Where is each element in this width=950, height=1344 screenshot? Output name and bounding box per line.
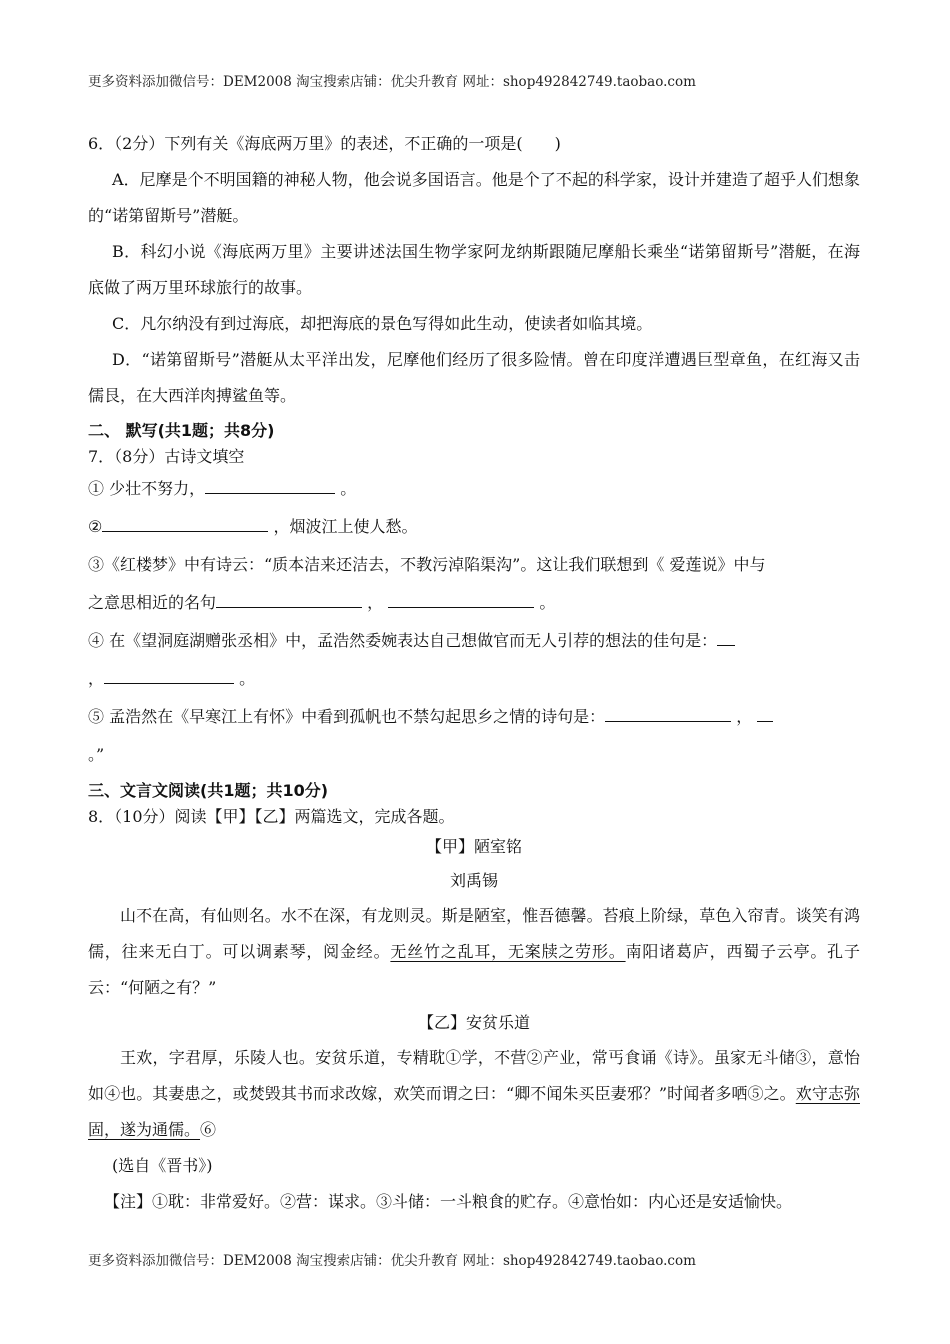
q6-option-c: C．凡尔纳没有到过海底，却把海底的景色写得如此生动，使读者如临其境。: [112, 314, 653, 333]
answer-blank[interactable]: [757, 703, 773, 722]
section-3-title: 三、文言文阅读(共1题；共10分): [88, 781, 329, 800]
q7-item-3: ③《红楼梦》中有诗云：“质本洁来还洁去，不教污淖陷渠沟”。这让我们联想到《 爱莲说》中与 之意思相近的名句 ， 。: [88, 555, 766, 612]
annotation-note: 【注】①耽：非常爱好。②营：谋求。③斗储：一斗粮食的贮存。④意怡如：内心还是安适愉快。: [104, 1192, 793, 1211]
passage-yi-title: 【乙】安贫乐道: [417, 1013, 530, 1032]
passage-jia-text: 山不在高，有仙则名。水不在深，有龙则灵。斯是陋室，惟吾德馨。苔痕上阶绿，草色入帘青。谈笑有鸿儒，往来无白丁。可以调素琴，阅金经。无丝竹之乱耳，无案牍之劳形。南阳诸葛庐，西蜀子云亭。孔子云：“何陋之有？”: [88, 906, 860, 997]
q7-item-1: ① 少壮不努力， 。: [88, 470, 860, 508]
passage-jia-author: 刘禹锡: [449, 871, 498, 890]
q6-option-b: B．科幻小说《海底两万里》主要讲述法国生物学家阿龙纳斯跟随尼摩船长乘坐“诺第留斯号”潜艇，在海底做了两万里环球旅行的故事。: [88, 242, 860, 297]
section-2-title: 二、 默写(共1题；共8分): [88, 421, 275, 440]
q6-stem: 6．（2分）下列有关《海底两万里》的表述，不正确的一项是( ): [88, 134, 561, 153]
q6-option-d: D．“诺第留斯号”潜艇从太平洋出发，尼摩他们经历了很多险情。曾在印度洋遭遇巨型章鱼，在红海又击儒艮，在大西洋肉搏鲨鱼等。: [88, 350, 860, 405]
document-body: [88, 126, 860, 1220]
answer-blank[interactable]: [605, 703, 731, 722]
q7-item-2: ② ，烟波江上使人愁。: [88, 508, 860, 546]
answer-blank[interactable]: [216, 589, 362, 608]
answer-blank[interactable]: [205, 475, 335, 494]
q6-option-a: A．尼摩是个不明国籍的神秘人物，他会说多国语言。他是个了不起的科学家，设计并建造了超乎人们想象的“诺第留斯号”潜艇。: [88, 170, 860, 225]
answer-blank[interactable]: [388, 589, 534, 608]
page-header: 更多资料添加微信号：DEM2008 淘宝搜索店铺：优尖升教育 网址：shop492842749.taobao.com: [88, 74, 696, 90]
q8-stem: 8．（10分）阅读【甲】【乙】两篇选文，完成各题。: [88, 807, 455, 826]
passage-jia-title: 【甲】陋室铭: [425, 837, 522, 856]
q7-item-4: ④ 在《望洞庭湖赠张丞相》中，孟浩然委婉表达自己想做官而无人引荐的想法的佳句是： ， 。: [88, 622, 860, 698]
q7-item-5: ⑤ 孟浩然在《早寒江上有怀》中看到孤帆也不禁勾起思乡之情的诗句是： ， 。”: [88, 698, 860, 774]
answer-blank[interactable]: [102, 513, 268, 532]
answer-blank[interactable]: [717, 627, 735, 646]
q7-stem: 7．（8分）古诗文填空: [88, 447, 245, 466]
answer-blank[interactable]: [104, 665, 234, 684]
page-footer: 更多资料添加微信号：DEM2008 淘宝搜索店铺：优尖升教育 网址：shop492842749.taobao.com: [88, 1253, 696, 1269]
passage-yi-text: 王欢，字君厚，乐陵人也。安贫乐道，专精耽①学，不营②产业，常丐食诵《诗》。虽家无斗储③，意怡如④也。其妻患之，或焚毁其书而求改嫁，欢笑而谓之曰：“卿不闻朱买臣妻邪？”时闻者多哂⑤之。欢守志弥固，遂为通儒。⑥: [88, 1048, 860, 1139]
passage-source: (选自《晋书》): [112, 1156, 213, 1175]
